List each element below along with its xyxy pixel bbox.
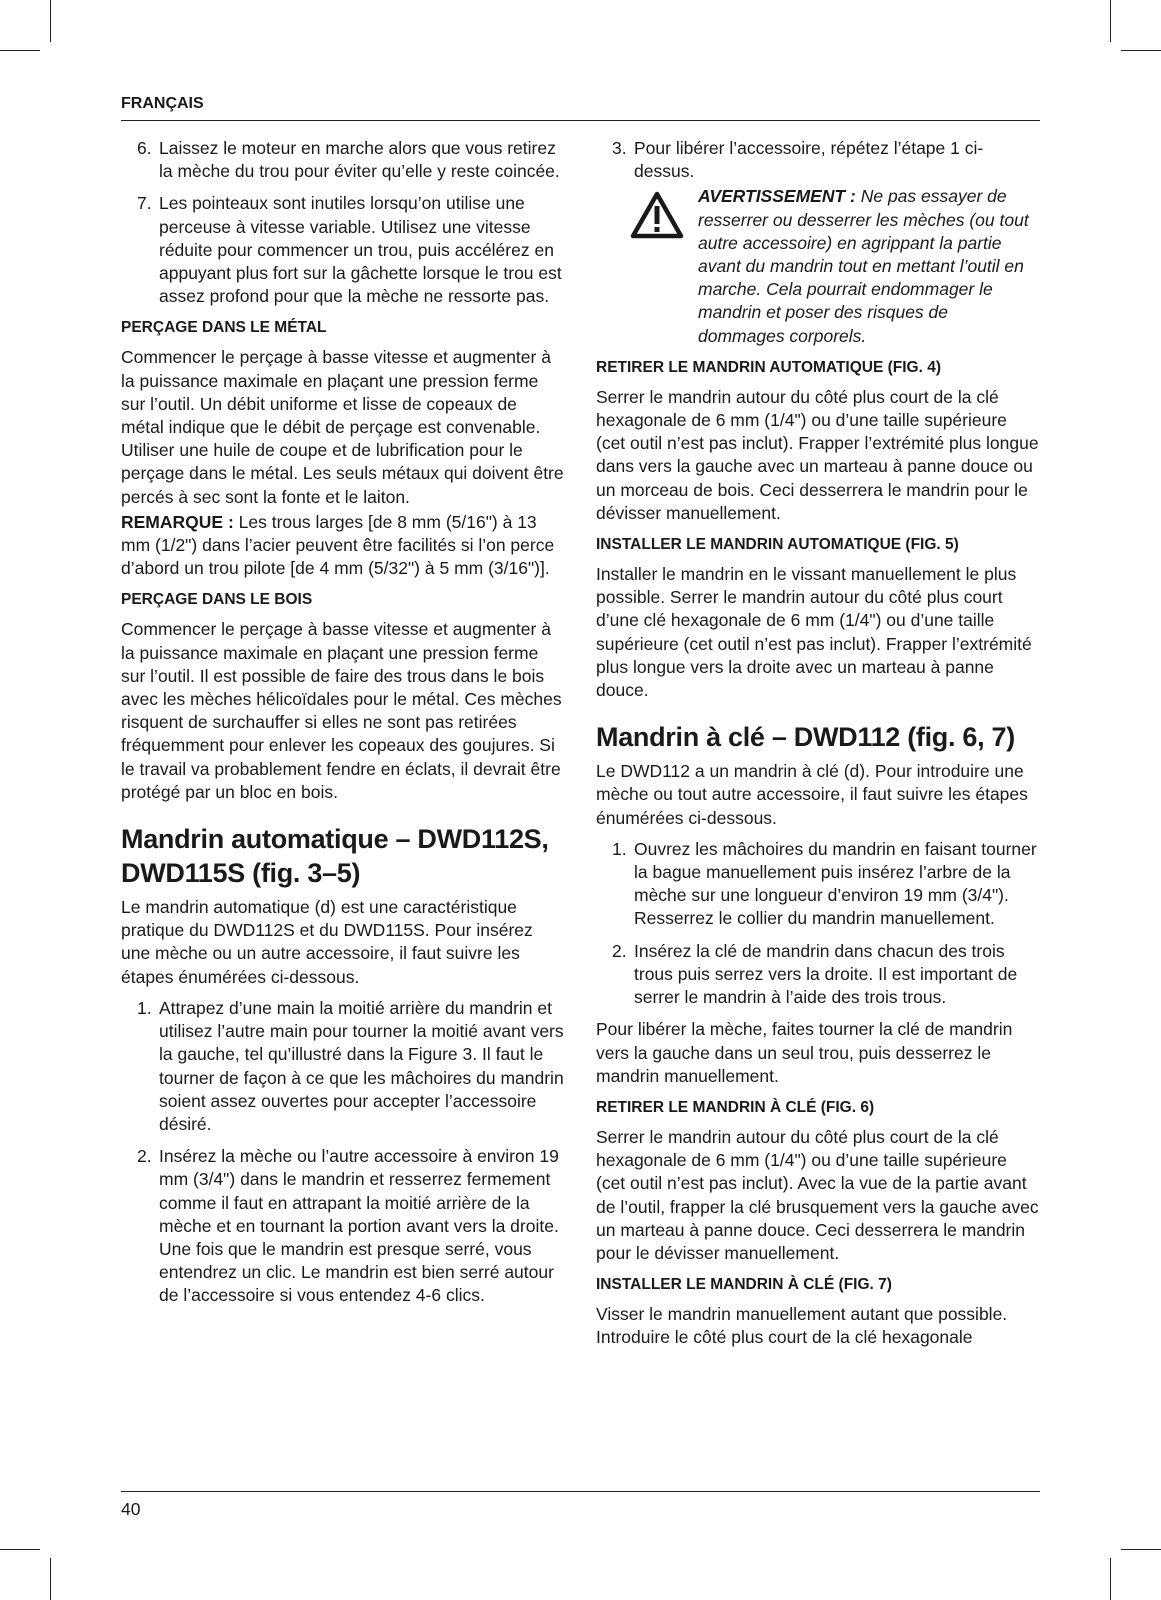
warning-text: Ne pas essayer de resserrer ou desserrer les mèches (ou tout autre accessoire) en agrippant la partie avant du mandrin tout en mettant l’outil en marche. Cela pourrait endommager le mandrin et poser des risques de dommages corporels. — [698, 186, 1029, 346]
list-number: 2. — [137, 1146, 152, 1167]
auto-chuck-steps — [121, 997, 564, 1308]
footer-rule — [121, 1491, 1040, 1492]
crop-mark — [1121, 1549, 1161, 1550]
list-text: Laissez le moteur en marche alors que vous retirez la mèche du trou pour éviter qu’elle y reste coincée. — [159, 138, 560, 182]
list-number: 1. — [137, 997, 152, 1018]
list-item — [596, 137, 1039, 183]
crop-mark — [50, 1558, 51, 1600]
list-text: Attrapez d’une main la moitié arrière du mandrin et utilisez l’autre main pour tourner la moitié avant vers la gauche, tel qu’illustré dans la Figure 3. Il faut le tourner de façon à ce que les mâchoires du mandrin soient assez ouvertes pour accepter l’accessoire désiré. — [159, 997, 564, 1134]
install-key-body: Visser le mandrin manuellement autant que possible. Introduire le côté plus court de la clé hexagonale — [596, 1304, 1008, 1348]
auto-chuck-title: Mandrin automatique – DWD112S, DWD115S (fig. 3–5) — [121, 824, 549, 889]
warning-block — [596, 185, 1039, 347]
install-auto-body: Installer le mandrin en le vissant manuellement le plus possible. Serrer le mandrin autour du côté plus court d’une clé hexagonale de 6 mm (1/4") ou d’une taille supérieure (cet outil n’est pas inclut). Frapper l’extrémité plus longue vers la droite avec un marteau à panne douce. — [596, 564, 1032, 701]
list-text: Ouvrez les mâchoires du mandrin en faisant tourner la bague manuellement puis insérez l’arbre de la mèche sur une longueur d’environ 19 mm (3/4"). Resserrez le collier du mandrin manuellement. — [634, 838, 1037, 929]
drilling-tips-list — [121, 137, 564, 308]
crop-mark — [0, 50, 40, 51]
right-column — [596, 137, 1039, 1358]
crop-mark — [0, 1549, 40, 1550]
keyed-chuck-intro: Le DWD112 a un mandrin à clé (d). Pour introduire une mèche ou tout autre accessoire, il faut suivre les étapes énumérées ci-dessous. — [596, 761, 1028, 828]
list-number: 6. — [137, 138, 152, 158]
note-label: REMARQUE : — [121, 511, 234, 532]
crop-mark — [1110, 0, 1111, 42]
list-item — [121, 997, 564, 1136]
language-header: FRANÇAIS — [121, 95, 204, 112]
list-item — [121, 137, 564, 183]
crop-mark — [50, 0, 51, 42]
list-item — [121, 1145, 564, 1307]
release-step-list — [596, 137, 1039, 183]
keyed-release-text: Pour libérer la mèche, faites tourner la clé de mandrin vers la gauche dans un seul trou, puis desserrez le mandrin manuellement. — [596, 1019, 1013, 1086]
list-text: Insérez la clé de mandrin dans chacun des trois trous puis serrez vers la droite. Il est important de serrer le mandrin à l’aide des trois trous. — [634, 940, 1018, 1008]
keyed-chuck-steps — [596, 838, 1039, 1009]
metal-note — [121, 511, 564, 581]
list-item — [596, 940, 1039, 1010]
remove-auto-heading: RETIRER LE MANDRIN AUTOMATIQUE (FIG. 4) — [596, 358, 942, 376]
warning-triangle-icon — [630, 191, 684, 245]
install-key-heading: INSTALLER LE MANDRIN À CLÉ (FIG. 7) — [596, 1276, 892, 1294]
list-number: 1. — [612, 838, 627, 859]
page-number: 40 — [121, 1499, 141, 1519]
list-number: 2. — [612, 940, 627, 961]
list-number: 7. — [137, 193, 152, 214]
wood-body: Commencer le perçage à basse vitesse et augmenter à la puissance maximale en plaçant une pression ferme sur l’outil. Il est possible de faire des trous dans le bois avec les mèches hélicoïdales pour le métal. Ces mèches risquent de surchauffer si elles ne sont pas retirées fréquemment pour enlever les copeaux des goujures. Si le travail va probablement fendre en éclats, il devrait être protégé par un bloc en bois. — [121, 619, 562, 802]
note-text: Les trous larges [de 8 mm (5/16") à 13 mm (1/2") dans l’acier peuvent être facilités si l’on perce d’abord un trou pilote [de 4 mm (5/32") à 5 mm (3/16")]. — [121, 511, 555, 579]
warning-label: AVERTISSEMENT : — [698, 186, 856, 207]
wood-heading: PERÇAGE DANS LE BOIS — [121, 591, 313, 609]
header-rule — [121, 120, 1040, 121]
remove-key-body: Serrer le mandrin autour du côté plus court de la clé hexagonale de 6 mm (1/4") ou d’une taille supérieure (cet outil n’est pas inclut). Avec la vue de la partie avant de l’outil, frapper la clé brusquement vers la gauche avec un marteau à panne douce. Ceci desserrera le mandrin pour le dévisser manuellement. — [596, 1126, 1039, 1263]
left-column — [121, 137, 564, 1317]
list-text: Insérez la mèche ou l’autre accessoire à environ 19 mm (3/4") dans le mandrin et resserrez fermement comme il faut en attrapant la moitié arrière de la mèche et en tournant la portion avant vers la droite. Une fois que le mandrin est presque serré, vous entendrez un clic. Le mandrin est bien serré autour de l’accessoire si vous entendez 4-6 clics. — [159, 1146, 559, 1306]
list-number: 3. — [612, 138, 627, 158]
remove-key-heading: RETIRER LE MANDRIN À CLÉ (FIG. 6) — [596, 1098, 875, 1116]
crop-mark — [1110, 1558, 1111, 1600]
install-auto-heading: INSTALLER LE MANDRIN AUTOMATIQUE (FIG. 5) — [596, 536, 959, 554]
list-text: Pour libérer l’accessoire, répétez l’étape 1 ci-dessus. — [634, 138, 984, 182]
metal-heading: PERÇAGE DANS LE MÉTAL — [121, 319, 327, 337]
metal-body: Commencer le perçage à basse vitesse et augmenter à la puissance maximale en plaçant une pression ferme sur l’outil. Un débit uniforme et lisse de copeaux de métal indique que le débit de perçage est convenable. Utiliser une huile de coupe et de lubrification pour le perçage dans le métal. Les seuls métaux qui doivent être percés à sec sont la fonte et le laiton. — [121, 347, 564, 507]
auto-chuck-intro: Le mandrin automatique (d) est une caractéristique pratique du DWD112S et du DWD115S. Pour insérez une mèche ou un autre accessoire, il faut suivre les étapes énumérées ci-dessous. — [121, 897, 533, 987]
list-item — [596, 838, 1039, 931]
list-text: Les pointeaux sont inutiles lorsqu’on utilise une perceuse à vitesse variable. Utilisez une vitesse réduite pour commencer un trou, puis accélérez en appuyant plus fort sur la gâchette lorsque le trou est assez profond pour que la mèche ne ressorte pas. — [159, 193, 562, 307]
remove-auto-body: Serrer le mandrin autour du côté plus court de la clé hexagonale de 6 mm (1/4") ou d’une taille supérieure (cet outil n’est pas inclut). Frapper l’extrémité plus longue dans vers la gauche avec un marteau à panne douce ou un morceau de bois. Ceci desserrera le mandrin pour le dévisser manuellement. — [596, 386, 1039, 523]
keyed-chuck-title: Mandrin à clé – DWD112 (fig. 6, 7) — [596, 722, 1015, 753]
crop-mark — [1121, 50, 1161, 51]
list-item — [121, 192, 564, 308]
